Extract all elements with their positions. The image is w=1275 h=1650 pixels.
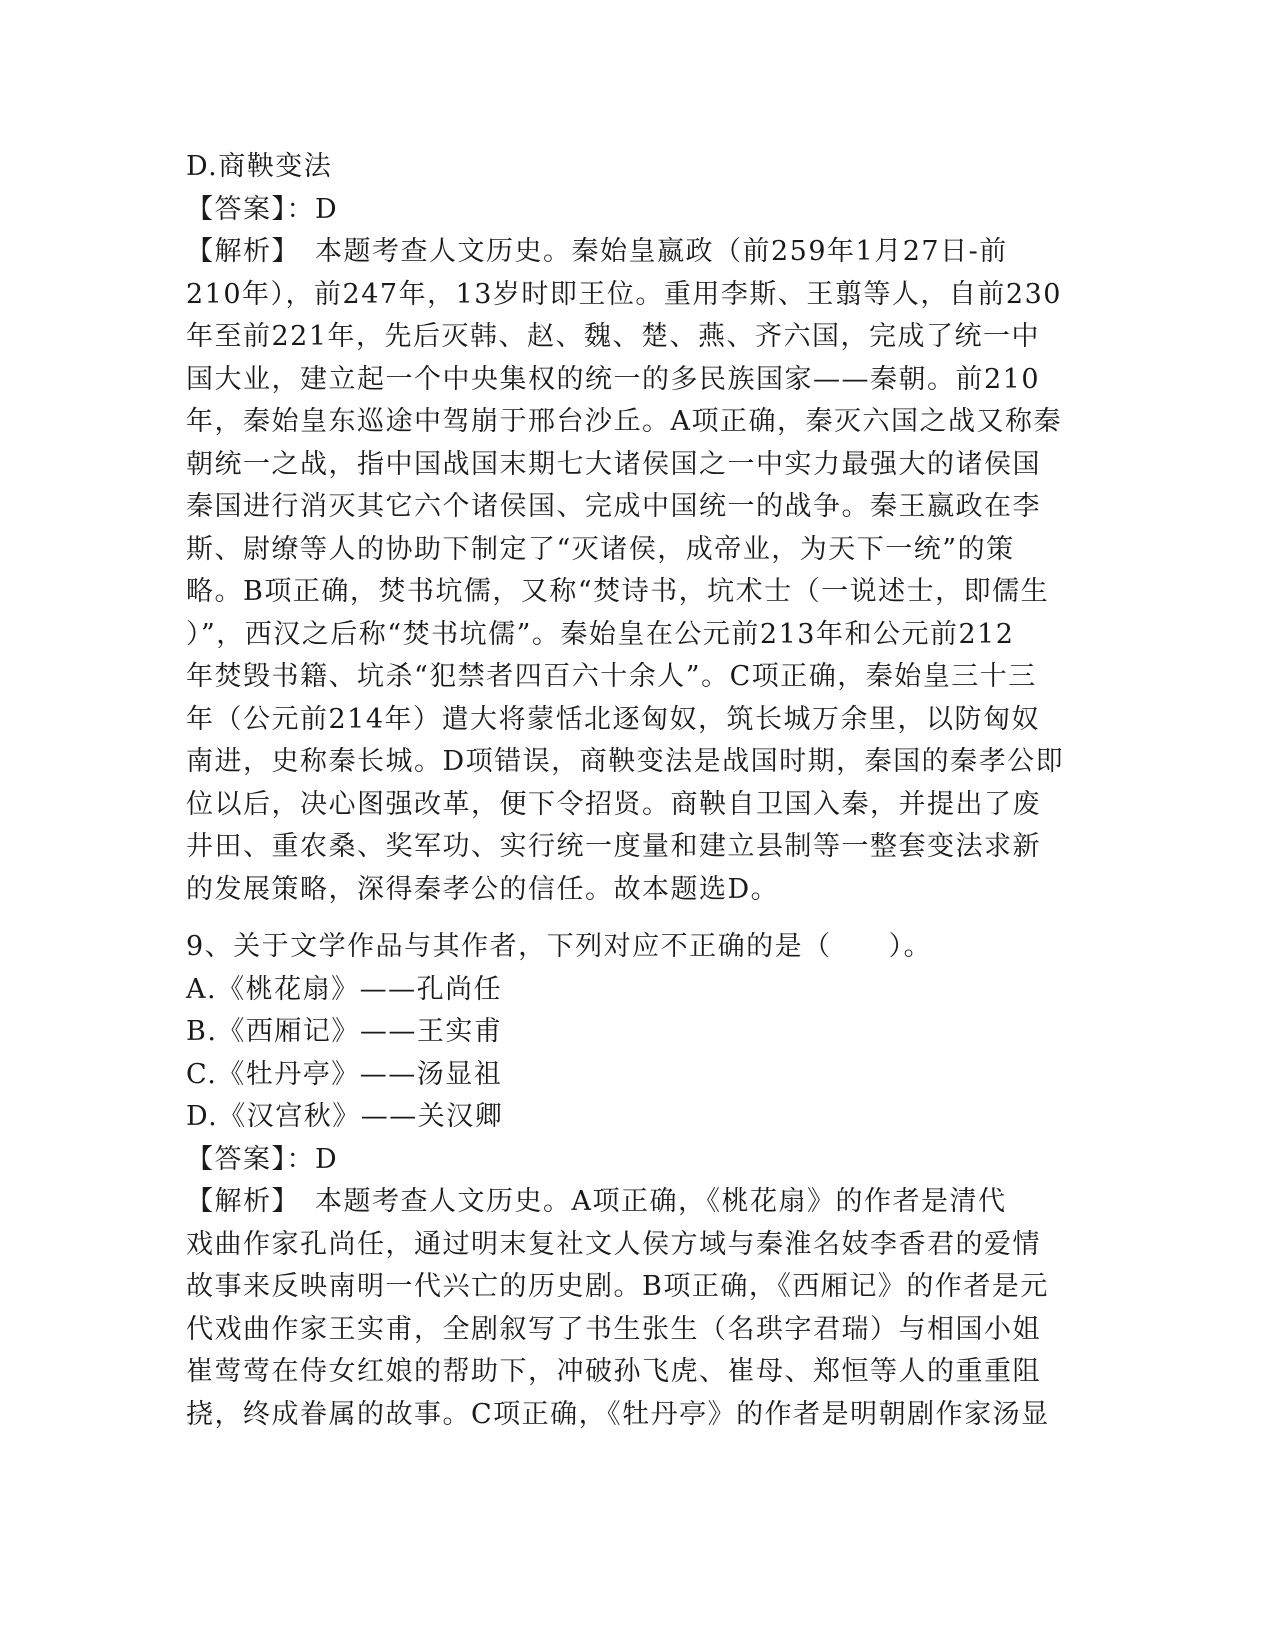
q9-analysis-line: 【解析】 本题考查人文历史。A项正确，《桃花扇》的作者是清代 — [186, 1186, 1007, 1217]
q8-analysis-line: 井田、重农桑、奖军功、实行统一度量和建立县制等一整套变法求新 — [186, 831, 1041, 862]
q9-analysis-line: 代戏曲作家王实甫，全剧叙写了书生张生（名珙字君瑞）与相国小姐 — [186, 1313, 1041, 1345]
section-gap — [186, 911, 1086, 926]
q9-question: 9、关于文学作品与其作者，下列对应不正确的是（ ）。 — [186, 931, 933, 962]
q8-analysis-line: 【解析】 本题考查人文历史。秦始皇嬴政（前259年1月27日-前 — [186, 236, 1008, 267]
document-content — [186, 146, 1086, 1436]
q8-option-d: D.商鞅变法 — [186, 151, 333, 182]
q8-analysis-line: 的发展策略，深得秦孝公的信任。故本题选D。 — [186, 873, 780, 905]
q8-analysis-line: 210年），前247年，13岁时即王位。重用李斯、王翦等人，自前230 — [186, 278, 1062, 310]
q9-analysis-line: 戏曲作家孔尚任，通过明末复社文人侯方域与秦淮名妓李香君的爱情 — [186, 1228, 1041, 1260]
q9-option-c: C.《牡丹亭》——汤显祖 — [186, 1058, 503, 1090]
q9-option-d: D.《汉宫秋》——关汉卿 — [186, 1101, 504, 1132]
q9-option-b: B.《西厢记》——王实甫 — [186, 1016, 503, 1047]
q9-option-a: A.《桃花扇》——孔尚任 — [186, 973, 503, 1005]
q8-analysis-line: 南进，史称秦长城。D项错误，商鞅变法是战国时期，秦国的秦孝公即 — [186, 746, 1065, 777]
q9-analysis — [186, 1181, 1086, 1436]
q8-analysis-line: 年至前221年，先后灭韩、赵、魏、楚、燕、齐六国，完成了统一中 — [186, 321, 1041, 352]
q8-analysis-line: 略。B项正确，焚书坑儒，又称“焚诗书，坑术士（一说述士，即儒生 — [186, 576, 1050, 607]
q9-answer: 【答案】：D — [186, 1143, 339, 1175]
q8-analysis-line: ）”，西汉之后称“焚书坑儒”。秦始皇在公元前213年和公元前212 — [186, 618, 1015, 650]
q8-analysis-line: 朝统一之战，指中国战国末期七大诸侯国之一中实力最强大的诸侯国 — [186, 448, 1041, 480]
q9-analysis-line: 崔莺莺在侍女红娘的帮助下，冲破孙飞虎、崔母、郑恒等人的重重阻 — [186, 1356, 1041, 1387]
q8-analysis-line: 年，秦始皇东巡途中驾崩于邢台沙丘。A项正确，秦灭六国之战又称秦 — [186, 406, 1062, 437]
q8-answer: 【答案】：D — [186, 193, 339, 225]
q8-analysis-line: 位以后，决心图强改革，便下令招贤。商鞅自卫国入秦，并提出了废 — [186, 788, 1041, 820]
q8-analysis-line: 秦国进行消灭其它六个诸侯国、完成中国统一的战争。秦王嬴政在李 — [186, 491, 1041, 522]
q8-analysis-line: 年（公元前214年）遣大将蒙恬北逐匈奴，筑长城万余里，以防匈奴 — [186, 703, 1041, 735]
q8-analysis — [186, 231, 1086, 911]
q9-analysis-line: 挠，终成眷属的故事。C项正确，《牡丹亭》的作者是明朝剧作家汤显 — [186, 1398, 1050, 1430]
q8-analysis-line: 年焚毁书籍、坑杀“犯禁者四百六十余人”。C项正确，秦始皇三十三 — [186, 661, 1037, 692]
q9-analysis-line: 故事来反映南明一代兴亡的历史剧。B项正确，《西厢记》的作者是元 — [186, 1271, 1049, 1302]
q8-analysis-line: 国大业，建立起一个中央集权的统一的多民族国家——秦朝。前210 — [186, 363, 1041, 395]
q8-analysis-line: 斯、尉缭等人的协助下制定了“灭诸侯，成帝业，为天下一统”的策 — [186, 533, 1015, 565]
